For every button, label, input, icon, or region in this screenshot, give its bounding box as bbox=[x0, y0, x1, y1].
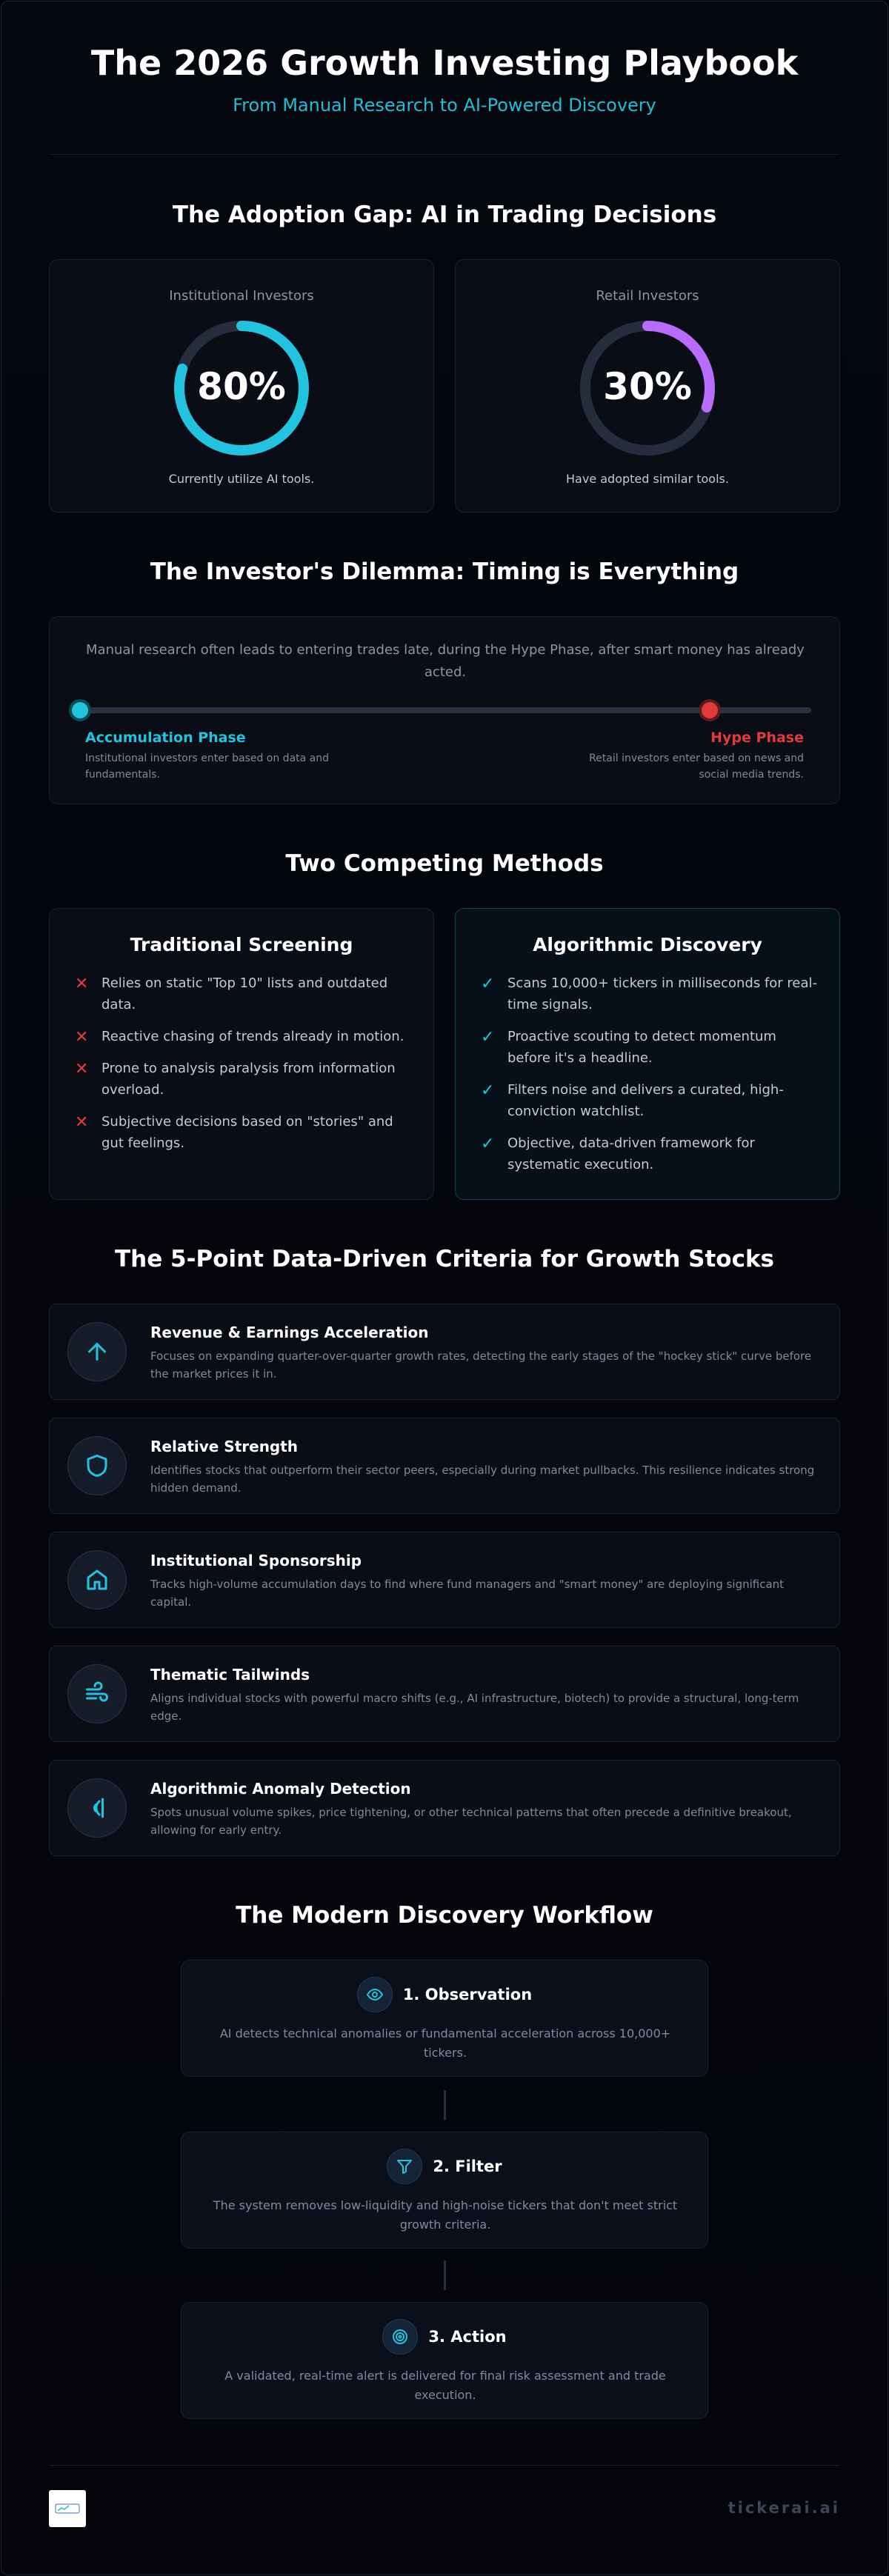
shield-icon bbox=[67, 1436, 127, 1495]
algorithmic-card bbox=[455, 908, 840, 1200]
criteria-title: Institutional Sponsorship bbox=[150, 1552, 362, 1569]
x-icon: ✕ bbox=[75, 1113, 89, 1132]
footer-divider bbox=[49, 2465, 840, 2466]
traditional-title: Traditional Screening bbox=[130, 934, 353, 955]
retail-caption: Have adopted similar tools. bbox=[566, 472, 729, 486]
traditional-list bbox=[75, 972, 411, 1164]
criteria-card bbox=[49, 1418, 840, 1514]
eye-icon bbox=[357, 1977, 393, 2012]
page-title: The 2026 Growth Investing Playbook bbox=[90, 43, 799, 83]
target-icon bbox=[382, 2319, 418, 2355]
x-icon: ✕ bbox=[75, 1060, 89, 1078]
timeline-card bbox=[49, 616, 840, 804]
workflow-step-title: 2. Filter bbox=[433, 2158, 502, 2175]
hype-phase-name: Hype Phase bbox=[710, 730, 804, 746]
list-item bbox=[481, 1132, 817, 1175]
wind-icon bbox=[67, 1664, 127, 1724]
list-item-text: Proactive scouting to detect momentum before it's a headline. bbox=[507, 1029, 776, 1066]
list-item-text: Subjective decisions based on "stories" and gut feelings. bbox=[101, 1114, 393, 1151]
dilemma-section-title: The Investor's Dilemma: Timing is Everything bbox=[150, 558, 739, 585]
radar-icon bbox=[67, 1778, 127, 1838]
algorithmic-title: Algorithmic Discovery bbox=[533, 934, 762, 955]
institutional-card bbox=[49, 259, 434, 513]
check-icon: ✓ bbox=[481, 1081, 495, 1100]
retail-label: Retail Investors bbox=[596, 288, 699, 304]
methods-section-title: Two Competing Methods bbox=[285, 850, 604, 877]
workflow-step-title: 3. Action bbox=[428, 2328, 507, 2346]
workflow-step-title: 1. Observation bbox=[402, 1986, 533, 2003]
list-item bbox=[75, 1111, 411, 1154]
criteria-card bbox=[49, 1304, 840, 1400]
divider bbox=[49, 154, 840, 155]
criteria-card bbox=[49, 1646, 840, 1742]
workflow-step bbox=[181, 2302, 708, 2419]
logo bbox=[49, 2490, 86, 2527]
x-icon: ✕ bbox=[75, 1028, 89, 1047]
hype-phase-desc: Retail investors enter based on news and social media trends. bbox=[589, 753, 804, 781]
criteria-title: Thematic Tailwinds bbox=[150, 1666, 310, 1684]
workflow-step bbox=[181, 2132, 708, 2249]
retail-card bbox=[455, 259, 840, 513]
algorithmic-list bbox=[481, 972, 817, 1186]
criteria-card bbox=[49, 1532, 840, 1628]
institutional-caption: Currently utilize AI tools. bbox=[168, 472, 315, 486]
criteria-desc: Tracks high-volume accumulation days to find where fund managers and "smart money" are deploying significant capital. bbox=[150, 1578, 785, 1609]
workflow-connector bbox=[444, 2260, 446, 2290]
criteria-desc: Aligns individual stocks with powerful macro shifts (e.g., AI infrastructure, biotech) to provide a structural, long-term edge. bbox=[150, 1692, 799, 1723]
dilemma-text: Manual research often leads to entering trades late, during the Hype Phase, after smart money has already acted. bbox=[86, 642, 805, 680]
list-item-text: Objective, data-driven framework for systematic execution. bbox=[507, 1135, 755, 1172]
list-item bbox=[75, 1026, 411, 1047]
list-item-text: Scans 10,000+ tickers in milliseconds for real-time signals. bbox=[507, 975, 817, 1012]
list-item-text: Reactive chasing of trends already in motion. bbox=[101, 1029, 404, 1044]
list-item-text: Filters noise and delivers a curated, high-conviction watchlist. bbox=[507, 1082, 784, 1119]
home-icon bbox=[67, 1550, 127, 1609]
workflow-step bbox=[181, 1960, 708, 2077]
workflow-step-desc: AI detects technical anomalies or fundamental acceleration across 10,000+ tickers. bbox=[219, 2026, 671, 2060]
workflow-step-desc: The system removes low-liquidity and high-noise tickers that don't meet strict growth criteria. bbox=[213, 2198, 678, 2232]
list-item bbox=[75, 1058, 411, 1101]
check-icon: ✓ bbox=[481, 1135, 495, 1153]
workflow-connector bbox=[444, 2090, 446, 2120]
check-icon: ✓ bbox=[481, 975, 495, 993]
list-item bbox=[481, 1079, 817, 1122]
retail-value: 30% bbox=[603, 365, 692, 408]
criteria-desc: Focuses on expanding quarter-over-quarter growth rates, detecting the early stages of the "hockey stick" curve before the market prices it in. bbox=[150, 1349, 812, 1381]
arrow-up-icon bbox=[67, 1322, 127, 1381]
list-item-text: Relies on static "Top 10" lists and outdated data. bbox=[101, 975, 388, 1012]
institutional-value: 80% bbox=[197, 365, 286, 408]
list-item bbox=[481, 1026, 817, 1069]
x-icon: ✕ bbox=[75, 975, 89, 993]
adoption-section-title: The Adoption Gap: AI in Trading Decisions bbox=[172, 201, 717, 228]
criteria-title: Algorithmic Anomaly Detection bbox=[150, 1780, 411, 1798]
institutional-label: Institutional Investors bbox=[169, 288, 314, 304]
criteria-desc: Spots unusual volume spikes, price tightening, or other technical patterns that often precede a definitive breakout, allowing for early entry. bbox=[150, 1806, 792, 1837]
footer-brand: tickerai.ai bbox=[727, 2499, 840, 2517]
criteria-title: Revenue & Earnings Acceleration bbox=[150, 1324, 429, 1341]
list-item bbox=[481, 972, 817, 1015]
list-item-text: Prone to analysis paralysis from information overload. bbox=[101, 1061, 396, 1098]
workflow-section-title: The Modern Discovery Workflow bbox=[236, 1902, 653, 1929]
criteria-card bbox=[49, 1760, 840, 1856]
hype-marker bbox=[702, 702, 718, 718]
list-item bbox=[75, 972, 411, 1015]
criteria-section-title: The 5-Point Data-Driven Criteria for Growth Stocks bbox=[114, 1246, 775, 1272]
traditional-card bbox=[49, 908, 434, 1200]
criteria-title: Relative Strength bbox=[150, 1438, 299, 1455]
page-subtitle: From Manual Research to AI-Powered Discovery bbox=[233, 95, 656, 116]
workflow-step-desc: A validated, real-time alert is delivered for final risk assessment and trade execution. bbox=[224, 2369, 666, 2402]
criteria-desc: Identifies stocks that outperform their sector peers, especially during market pullbacks. This resilience indicates strong hidden demand. bbox=[150, 1464, 815, 1495]
check-icon: ✓ bbox=[481, 1028, 495, 1047]
accumulation-phase-name: Accumulation Phase bbox=[85, 730, 246, 746]
accumulation-phase-desc: Institutional investors enter based on data and fundamentals. bbox=[85, 753, 329, 781]
logo-icon bbox=[55, 2502, 80, 2515]
filter-icon bbox=[387, 2149, 422, 2184]
accumulation-marker bbox=[72, 702, 88, 718]
